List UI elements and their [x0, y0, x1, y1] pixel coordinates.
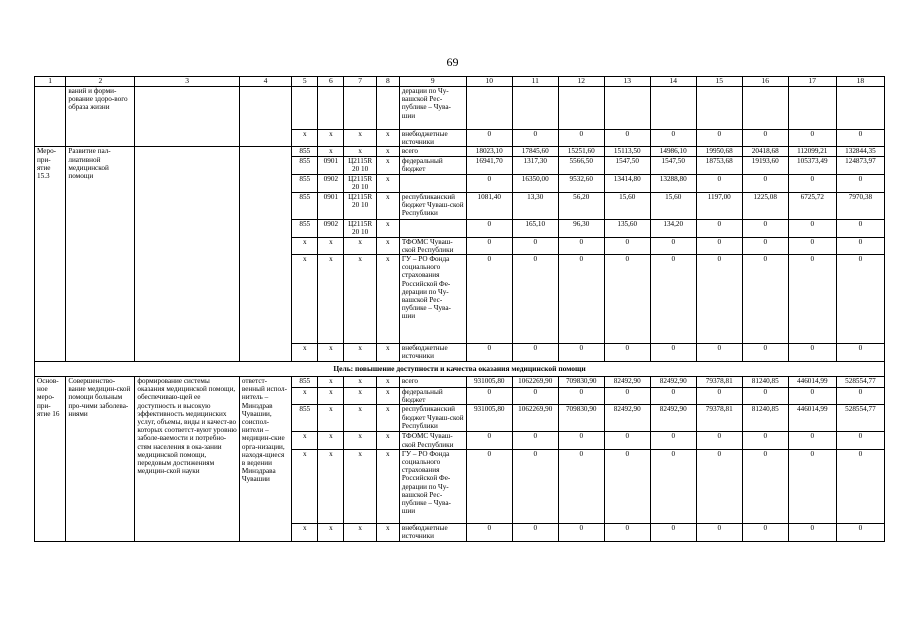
amount-cell: 0: [650, 523, 696, 541]
amount-cell: [512, 87, 558, 130]
amount-cell: 0: [742, 219, 788, 237]
header-cell: 10: [466, 77, 512, 87]
amount-cell: 0: [512, 255, 558, 344]
amount-cell: 0: [742, 388, 788, 405]
amount-cell: 0: [836, 130, 884, 147]
header-cell: 4: [239, 77, 291, 87]
amount-cell: 0: [512, 130, 558, 147]
amount-cell: 0: [604, 255, 650, 344]
section-code-cell: х: [318, 147, 344, 156]
expense-type-cell: х: [376, 377, 399, 388]
amount-cell: 1317,30: [512, 156, 558, 174]
amount-cell: 124873,97: [836, 156, 884, 174]
header-cell: 13: [604, 77, 650, 87]
amount-cell: 165,10: [512, 219, 558, 237]
funding-source-cell: всего: [399, 147, 466, 156]
amount-cell: 13288,80: [650, 174, 696, 192]
amount-cell: 0: [512, 388, 558, 405]
funding-source-cell: внебюджетные источники: [399, 130, 466, 147]
target-article-cell: х: [344, 405, 376, 432]
amount-cell: 81240,85: [742, 405, 788, 432]
measure-goal-cell: [135, 87, 240, 147]
admin-code-cell: 855: [292, 405, 318, 432]
header-cell: 8: [376, 77, 399, 87]
amount-cell: [466, 87, 512, 130]
expense-type-cell: х: [376, 405, 399, 432]
admin-code-cell: 855: [292, 147, 318, 156]
amount-cell: 0: [696, 388, 742, 405]
expense-type-cell: [376, 87, 399, 130]
admin-code-cell: х: [292, 344, 318, 362]
amount-cell: 0: [650, 255, 696, 344]
amount-cell: 0: [742, 130, 788, 147]
amount-cell: 0: [696, 255, 742, 344]
section-code-cell: х: [318, 377, 344, 388]
measure-name-cell: ваний и форми-рование здоро-вого образа жизни: [66, 87, 135, 147]
executor-cell: [239, 87, 291, 147]
amount-cell: [742, 87, 788, 130]
funding-source-cell: ГУ – РО Фонда социального страхования Российской Фе-дерации по Чу-вашской Рес-публике – Чува-шии: [399, 449, 466, 523]
amount-cell: 0: [466, 523, 512, 541]
amount-cell: 0: [836, 432, 884, 449]
amount-cell: 96,30: [558, 219, 604, 237]
amount-cell: 56,20: [558, 192, 604, 219]
target-article-cell: х: [344, 432, 376, 449]
expense-type-cell: х: [376, 523, 399, 541]
amount-cell: 709830,90: [558, 377, 604, 388]
expense-type-cell: х: [376, 449, 399, 523]
target-article-cell: х: [344, 344, 376, 362]
funding-source-cell: ГУ – РО Фонда социального страхования Российской Фе-дерации по Чу-вашской Рес-публике – Чува-шии: [399, 255, 466, 344]
amount-cell: 79378,81: [696, 405, 742, 432]
target-article-cell: х: [344, 388, 376, 405]
amount-cell: 0: [466, 237, 512, 254]
amount-cell: [650, 87, 696, 130]
budget-table: [34, 76, 885, 542]
amount-cell: 81240,85: [742, 377, 788, 388]
executor-cell: [239, 147, 291, 362]
expense-type-cell: х: [376, 237, 399, 254]
section-code-cell: 0901: [318, 192, 344, 219]
amount-cell: 105373,49: [788, 156, 836, 174]
amount-cell: 0: [466, 344, 512, 362]
admin-code-cell: 855: [292, 174, 318, 192]
section-code-cell: х: [318, 405, 344, 432]
amount-cell: 15,60: [650, 192, 696, 219]
amount-cell: 0: [788, 219, 836, 237]
expense-type-cell: х: [376, 432, 399, 449]
section-code-cell: х: [318, 432, 344, 449]
section-code-cell: х: [318, 449, 344, 523]
amount-cell: 0: [558, 523, 604, 541]
amount-cell: 5566,50: [558, 156, 604, 174]
measure-name-cell: Развитие пал-лиативной медицинской помощи: [66, 147, 135, 362]
expense-type-cell: х: [376, 192, 399, 219]
target-article-cell: х: [344, 377, 376, 388]
amount-cell: 0: [558, 344, 604, 362]
amount-cell: 0: [742, 432, 788, 449]
funding-source-cell: ТФОМС Чуваш-ской Республики: [399, 237, 466, 254]
funding-source-cell: федеральный бюджет: [399, 388, 466, 405]
amount-cell: 18023,10: [466, 147, 512, 156]
amount-cell: 0: [836, 344, 884, 362]
amount-cell: 1081,40: [466, 192, 512, 219]
amount-cell: 528554,77: [836, 377, 884, 388]
amount-cell: 0: [788, 523, 836, 541]
target-article-cell: х: [344, 237, 376, 254]
amount-cell: 0: [742, 344, 788, 362]
main-measure-16-block: [35, 377, 885, 542]
amount-cell: 0: [788, 237, 836, 254]
amount-cell: 13,30: [512, 192, 558, 219]
amount-cell: [558, 87, 604, 130]
amount-cell: 446014,99: [788, 377, 836, 388]
amount-cell: 0: [604, 130, 650, 147]
amount-cell: 0: [696, 449, 742, 523]
target-article-cell: х: [344, 255, 376, 344]
admin-code-cell: х: [292, 237, 318, 254]
amount-cell: 0: [696, 130, 742, 147]
admin-code-cell: х: [292, 432, 318, 449]
amount-cell: 0: [512, 449, 558, 523]
amount-cell: 134,20: [650, 219, 696, 237]
amount-cell: 82492,90: [604, 405, 650, 432]
header-cell: 11: [512, 77, 558, 87]
amount-cell: 0: [836, 523, 884, 541]
amount-cell: 0: [558, 255, 604, 344]
section-code-cell: х: [318, 388, 344, 405]
admin-code-cell: х: [292, 388, 318, 405]
amount-cell: 15251,60: [558, 147, 604, 156]
admin-code-cell: х: [292, 130, 318, 147]
amount-cell: 0: [466, 255, 512, 344]
amount-cell: 16941,70: [466, 156, 512, 174]
funding-source-cell: внебюджетные источники: [399, 344, 466, 362]
measure-code-cell: Основ-ное меро-при-ятие 16: [35, 377, 66, 542]
funding-source-cell: [399, 219, 466, 237]
header-cell: 14: [650, 77, 696, 87]
amount-cell: 13414,80: [604, 174, 650, 192]
amount-cell: 0: [742, 523, 788, 541]
amount-cell: 19193,60: [742, 156, 788, 174]
funding-source-cell: [399, 174, 466, 192]
amount-cell: 0: [558, 449, 604, 523]
expense-type-cell: х: [376, 219, 399, 237]
amount-cell: 0: [836, 237, 884, 254]
amount-cell: [696, 87, 742, 130]
amount-cell: 0: [788, 174, 836, 192]
admin-code-cell: 855: [292, 192, 318, 219]
funding-source-cell: республиканский бюджет Чуваш-ской Республики: [399, 192, 466, 219]
target-article-cell: х: [344, 130, 376, 147]
amount-cell: 7970,38: [836, 192, 884, 219]
section-code-cell: [318, 87, 344, 130]
amount-cell: 14986,10: [650, 147, 696, 156]
admin-code-cell: х: [292, 449, 318, 523]
amount-cell: 19950,68: [696, 147, 742, 156]
amount-cell: 0: [512, 432, 558, 449]
section-code-cell: х: [318, 523, 344, 541]
header-cell: 12: [558, 77, 604, 87]
amount-cell: 82492,90: [604, 377, 650, 388]
section-code-cell: х: [318, 344, 344, 362]
goal-row: [35, 362, 885, 377]
measure-code-cell: Меро-при-ятие 15.3: [35, 147, 66, 362]
amount-cell: 1225,08: [742, 192, 788, 219]
expense-type-cell: х: [376, 130, 399, 147]
amount-cell: 0: [742, 449, 788, 523]
amount-cell: 0: [512, 237, 558, 254]
amount-cell: 1547,50: [604, 156, 650, 174]
amount-cell: 18753,68: [696, 156, 742, 174]
table-row: [35, 147, 885, 156]
amount-cell: 82492,90: [650, 405, 696, 432]
amount-cell: 0: [512, 523, 558, 541]
section-code-cell: 0901: [318, 156, 344, 174]
amount-cell: 0: [650, 130, 696, 147]
amount-cell: 0: [696, 432, 742, 449]
amount-cell: 0: [466, 449, 512, 523]
amount-cell: 0: [650, 237, 696, 254]
funding-source-cell: дерации по Чу-вашской Рес-публике – Чува-шии: [399, 87, 466, 130]
amount-cell: 132844,35: [836, 147, 884, 156]
target-article-cell: х: [344, 449, 376, 523]
funding-source-cell: республиканский бюджет Чуваш-ской Республики: [399, 405, 466, 432]
measure-goal-cell: формирование системы оказания медицинской помощи, обеспечиваю-щей ее доступность и высокую эффективность медицинских услуг, объемы, виды и качест-во которых соответст-вуют уровню заболе-ваемости и потребно-стям населения в ока-зании медицинской помощи, передовым достижениям медицин-ской науки: [135, 377, 240, 542]
amount-cell: 446014,99: [788, 405, 836, 432]
header-cell: 7: [344, 77, 376, 87]
funding-source-cell: внебюджетные источники: [399, 523, 466, 541]
expense-type-cell: х: [376, 344, 399, 362]
admin-code-cell: 855: [292, 377, 318, 388]
amount-cell: 15113,50: [604, 147, 650, 156]
header-cell: 17: [788, 77, 836, 87]
amount-cell: 0: [788, 344, 836, 362]
target-article-cell: Ц2115R20 10: [344, 219, 376, 237]
amount-cell: 0: [742, 237, 788, 254]
header-cell: 16: [742, 77, 788, 87]
amount-cell: 0: [696, 174, 742, 192]
expense-type-cell: х: [376, 388, 399, 405]
amount-cell: 0: [788, 255, 836, 344]
amount-cell: 1547,50: [650, 156, 696, 174]
column-number-header: [35, 77, 885, 87]
amount-cell: 0: [604, 344, 650, 362]
amount-cell: 0: [604, 523, 650, 541]
executor-cell: ответст-венный испол-нитель – Минздрав Чувашии, соиспол-нители – медицин-ские орга-низации, находя-щиеся в ведении Минздрава Чувашии: [239, 377, 291, 542]
page-number: 69: [446, 55, 459, 69]
amount-cell: 0: [604, 432, 650, 449]
section-code-cell: х: [318, 130, 344, 147]
amount-cell: 0: [788, 388, 836, 405]
measure-goal-cell: [135, 147, 240, 362]
header-cell: 15: [696, 77, 742, 87]
amount-cell: 0: [466, 219, 512, 237]
amount-cell: 135,60: [604, 219, 650, 237]
amount-cell: 0: [558, 237, 604, 254]
amount-cell: 931005,80: [466, 405, 512, 432]
amount-cell: 82492,90: [650, 377, 696, 388]
section-code-cell: х: [318, 237, 344, 254]
amount-cell: 112099,21: [788, 147, 836, 156]
section-code-cell: х: [318, 255, 344, 344]
amount-cell: 0: [788, 449, 836, 523]
amount-cell: 0: [836, 388, 884, 405]
amount-cell: 0: [558, 130, 604, 147]
amount-cell: 0: [788, 130, 836, 147]
amount-cell: 528554,77: [836, 405, 884, 432]
funding-source-cell: всего: [399, 377, 466, 388]
amount-cell: 0: [696, 344, 742, 362]
continued-block: [35, 87, 885, 147]
amount-cell: 0: [788, 432, 836, 449]
measure-15-3-block: [35, 147, 885, 362]
amount-cell: 0: [650, 388, 696, 405]
amount-cell: 15,60: [604, 192, 650, 219]
amount-cell: 0: [742, 174, 788, 192]
amount-cell: 0: [650, 432, 696, 449]
amount-cell: 1197,00: [696, 192, 742, 219]
amount-cell: 0: [604, 237, 650, 254]
header-cell: 1: [35, 77, 66, 87]
amount-cell: [788, 87, 836, 130]
amount-cell: 0: [836, 449, 884, 523]
goal-title: Цель: повышение доступности и качества оказания медицинской помощи: [35, 362, 885, 377]
amount-cell: 709830,90: [558, 405, 604, 432]
header-cell: 6: [318, 77, 344, 87]
admin-code-cell: [292, 87, 318, 130]
admin-code-cell: 855: [292, 156, 318, 174]
amount-cell: 0: [466, 174, 512, 192]
amount-cell: 0: [466, 388, 512, 405]
amount-cell: 9532,60: [558, 174, 604, 192]
target-article-cell: Ц2115R20 10: [344, 174, 376, 192]
target-article-cell: х: [344, 523, 376, 541]
admin-code-cell: 855: [292, 219, 318, 237]
header-cell: 18: [836, 77, 884, 87]
amount-cell: 0: [466, 432, 512, 449]
amount-cell: [836, 87, 884, 130]
expense-type-cell: х: [376, 147, 399, 156]
header-cell: 5: [292, 77, 318, 87]
amount-cell: 0: [650, 344, 696, 362]
funding-source-cell: федеральный бюджет: [399, 156, 466, 174]
expense-type-cell: х: [376, 255, 399, 344]
section-code-cell: 0902: [318, 174, 344, 192]
amount-cell: 0: [466, 130, 512, 147]
target-article-cell: Ц2115R20 10: [344, 156, 376, 174]
admin-code-cell: х: [292, 255, 318, 344]
header-cell: 3: [135, 77, 240, 87]
amount-cell: 16350,00: [512, 174, 558, 192]
amount-cell: 79378,81: [696, 377, 742, 388]
amount-cell: 0: [650, 449, 696, 523]
amount-cell: 17845,60: [512, 147, 558, 156]
target-article-cell: [344, 87, 376, 130]
amount-cell: 1062269,90: [512, 377, 558, 388]
amount-cell: [604, 87, 650, 130]
amount-cell: 0: [696, 523, 742, 541]
expense-type-cell: х: [376, 156, 399, 174]
measure-code-cell: [35, 87, 66, 147]
target-article-cell: Ц2115R20 10: [344, 192, 376, 219]
amount-cell: 20418,68: [742, 147, 788, 156]
funding-source-cell: ТФОМС Чуваш-ской Республики: [399, 432, 466, 449]
header-cell: 9: [399, 77, 466, 87]
amount-cell: 0: [836, 255, 884, 344]
amount-cell: 0: [558, 432, 604, 449]
amount-cell: 0: [742, 255, 788, 344]
amount-cell: 0: [604, 388, 650, 405]
amount-cell: 0: [558, 388, 604, 405]
section-code-cell: 0902: [318, 219, 344, 237]
target-article-cell: х: [344, 147, 376, 156]
amount-cell: 0: [604, 449, 650, 523]
expense-type-cell: х: [376, 174, 399, 192]
amount-cell: 0: [836, 174, 884, 192]
amount-cell: 0: [696, 237, 742, 254]
header-cell: 2: [66, 77, 135, 87]
table-row: [35, 377, 885, 388]
amount-cell: 0: [512, 344, 558, 362]
amount-cell: 0: [836, 219, 884, 237]
amount-cell: 6725,72: [788, 192, 836, 219]
amount-cell: 931005,80: [466, 377, 512, 388]
table-row: [35, 87, 885, 130]
measure-name-cell: Совершенство-вание медицин-ской помощи больным про-чими заболева-ниями: [66, 377, 135, 542]
amount-cell: 0: [696, 219, 742, 237]
amount-cell: 1062269,90: [512, 405, 558, 432]
admin-code-cell: х: [292, 523, 318, 541]
